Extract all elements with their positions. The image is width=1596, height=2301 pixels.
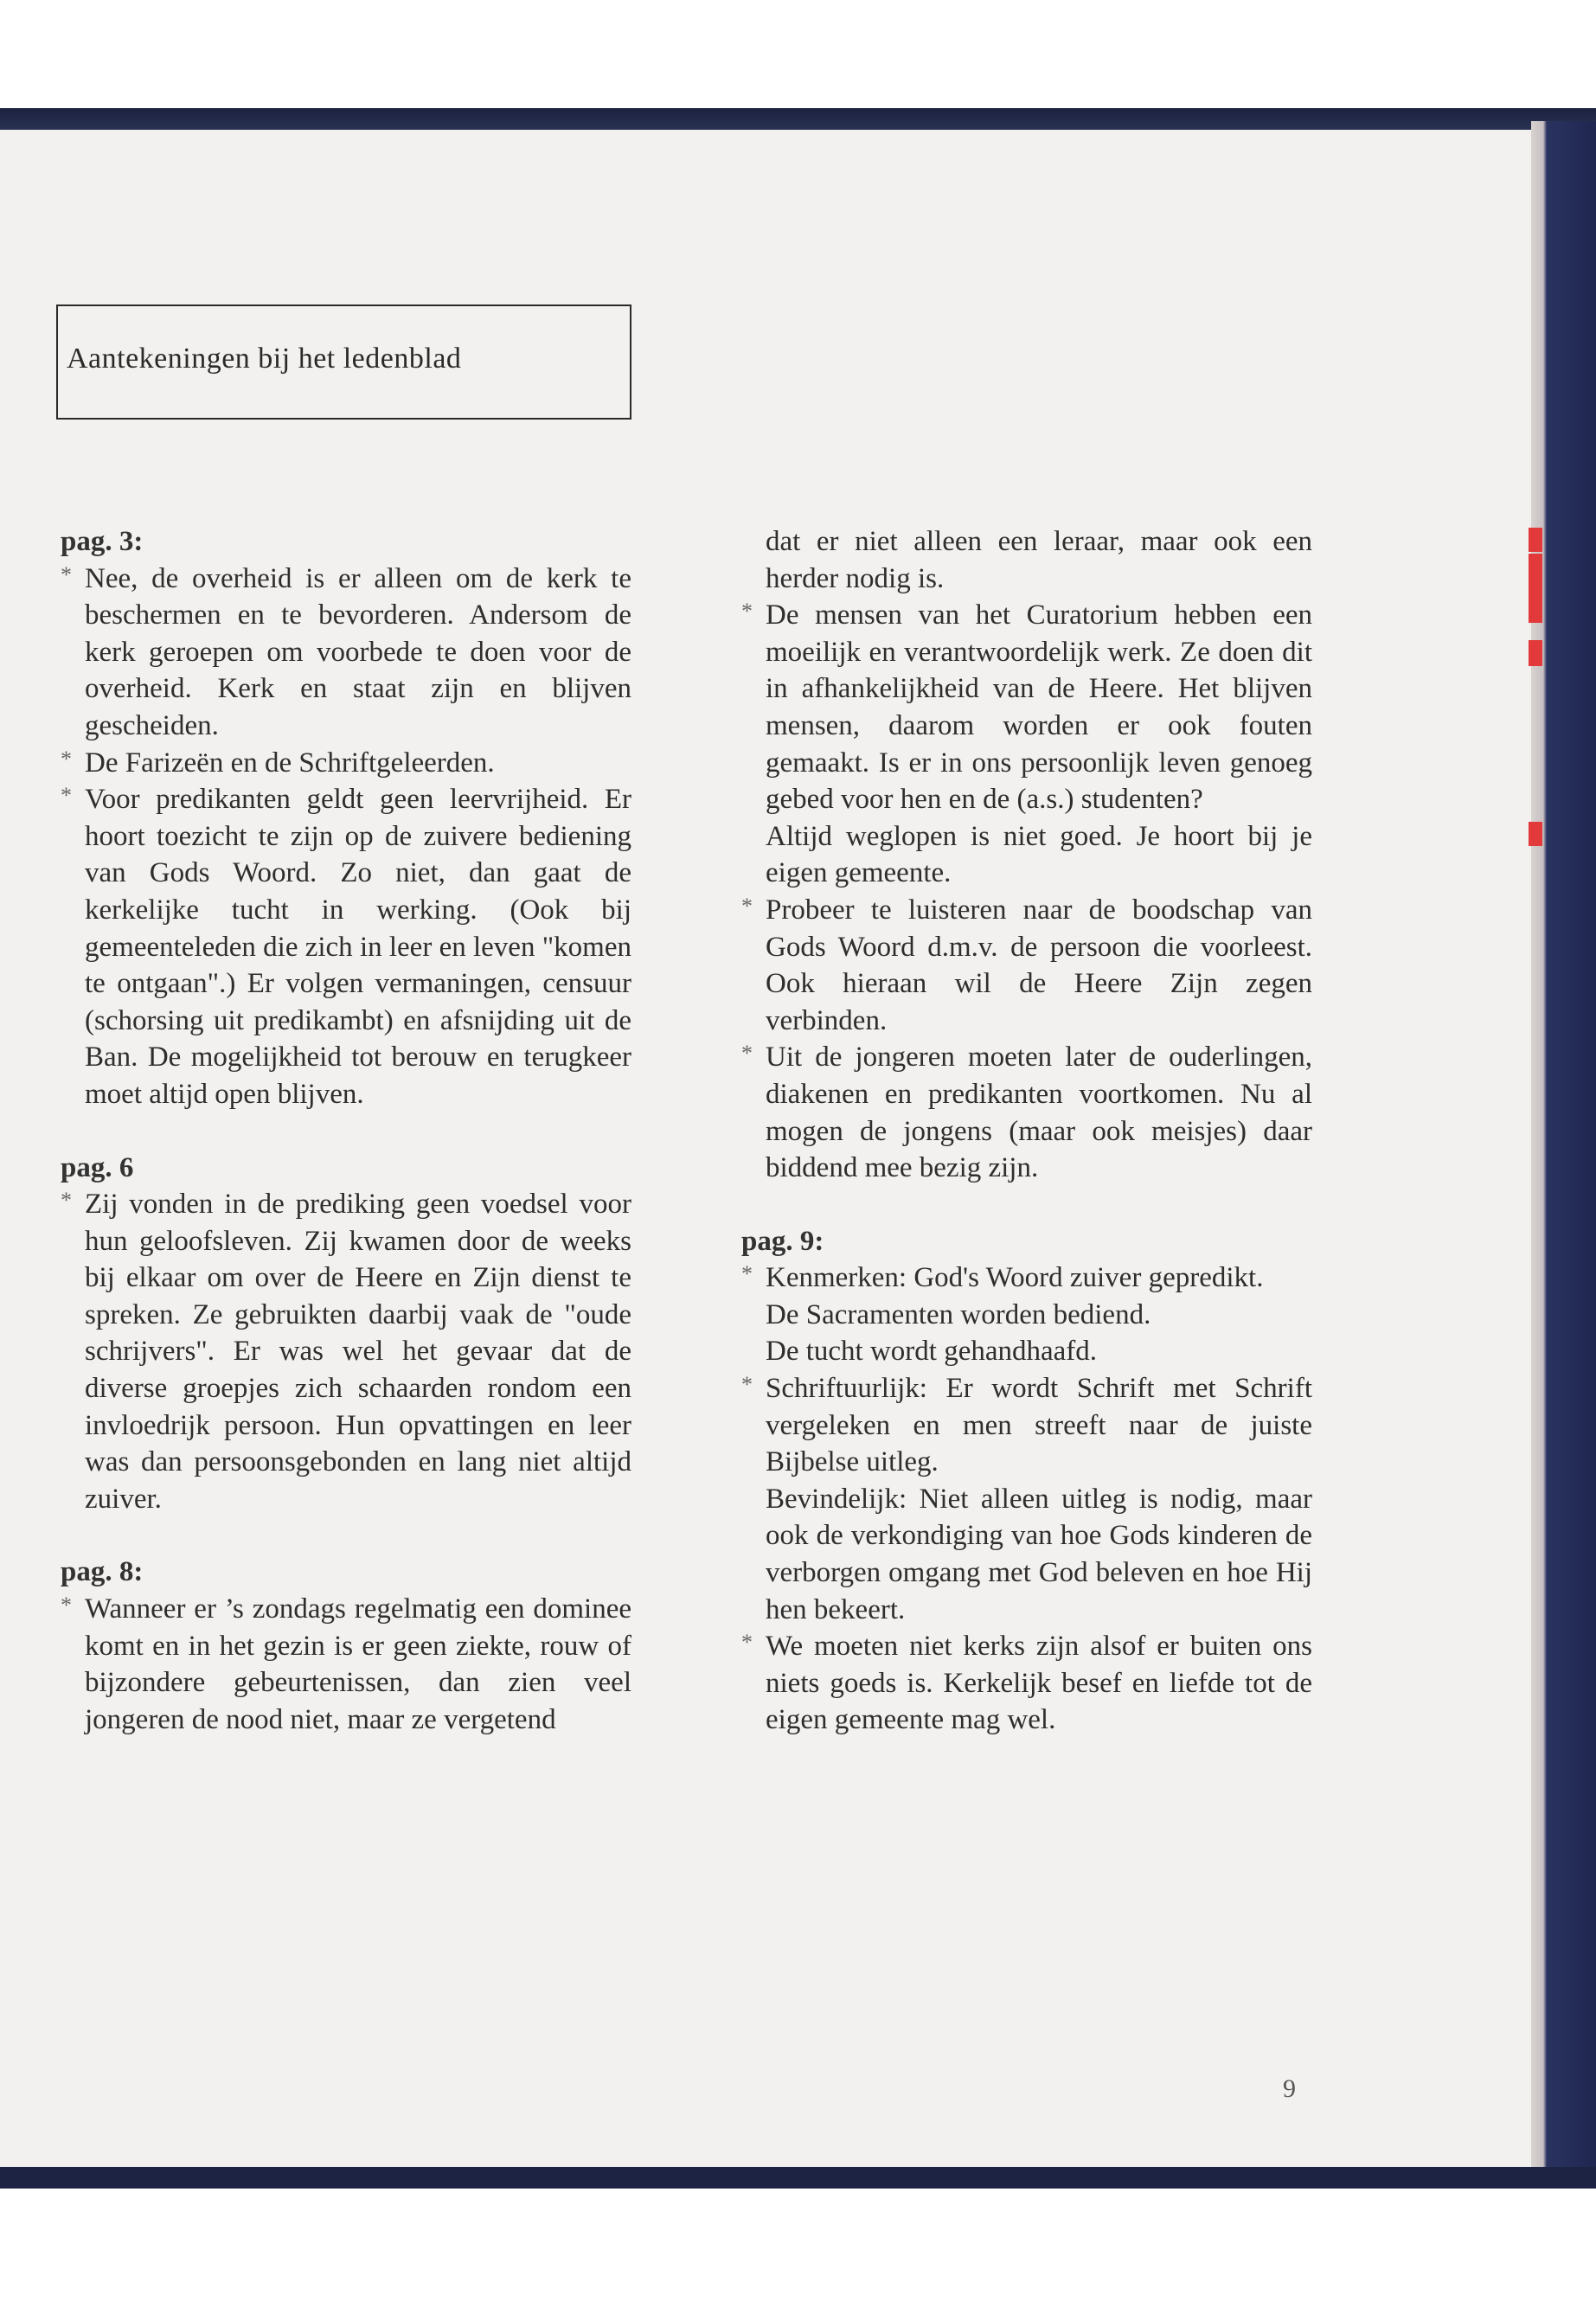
index-tab bbox=[1529, 822, 1542, 846]
answer-item bbox=[61, 781, 631, 1112]
bullet-icon: * bbox=[61, 1593, 72, 1618]
section-heading-pag6: pag. 6 bbox=[61, 1151, 134, 1183]
bullet-icon: * bbox=[741, 1041, 753, 1067]
answer-continuation: De tucht wordt gehandhaafd. bbox=[766, 1336, 1098, 1368]
bullet-icon: * bbox=[741, 1372, 753, 1398]
bullet-icon: * bbox=[61, 561, 72, 587]
answer-continuation: Altijd weglopen is niet goed. Je hoort bij je eigen gemeente. bbox=[766, 820, 1312, 889]
answer-item bbox=[61, 1186, 631, 1517]
answer-item bbox=[741, 1039, 1312, 1186]
answer-text: Schriftuurlijk: Er wordt Schrift met Schrift vergeleken en men streeft naar de juiste Bijbelse uitleg. bbox=[766, 1373, 1312, 1478]
answer-text: Nee, de overheid is er alleen om de kerk te beschermen en te bevorderen. Andersom de kerk geroepen om voorbede te doen voor de overheid. Kerk en staat zijn en blijven gescheiden. bbox=[85, 562, 631, 741]
answer-text: Zij vonden in de prediking geen voedsel voor hun geloofsleven. Zij kwamen door de weeks bij elkaar om over de Heere en Zijn dienst te spreken. Ze gebruikten daarbij vaak de "oude schrijvers". Er was wel het gevaar dat de diverse groepjes zich schaarden rondom een invloedrijk persoon. Hun opvattingen en leer was dan persoonsgebonden en lang niet altijd zuiver. bbox=[85, 1189, 631, 1515]
answer-continuation: dat er niet alleen een leraar, maar ook een herder nodig is. bbox=[766, 526, 1312, 594]
answer-item bbox=[741, 1370, 1312, 1481]
section-heading-pag3: pag. 3: bbox=[61, 526, 144, 557]
answer-text: De mensen van het Curatorium hebben een moeilijk en verantwoordelijk werk. Ze doen dit in afhankelijkheid van de Heere. Het blijven mensen, daarom worden er ook fouten gemaakt. Is er in ons persoonlijk leven genoeg gebed voor hen en de (a.s.) studenten? bbox=[766, 599, 1312, 816]
answer-item bbox=[61, 745, 631, 782]
bullet-icon: * bbox=[741, 1261, 753, 1287]
answer-item bbox=[741, 892, 1312, 1039]
index-tab bbox=[1529, 528, 1542, 552]
bullet-icon: * bbox=[61, 746, 72, 772]
page-title: Aantekeningen bij het ledenblad bbox=[67, 343, 462, 375]
answer-text: Probeer te luisteren naar de boodschap van Gods Woord d.m.v. de persoon die voorleest. Ook hieraan wil de Heere Zijn zegen verbinden. bbox=[766, 894, 1312, 1036]
answer-text: Voor predikanten geldt geen leervrijheid. Er hoort toezicht te zijn op de zuivere bediening van Gods Woord. Zo niet, dan gaat de kerkelijke tucht in werking. (Ook bij gemeenteleden die zich in leer en leven "komen te ontgaan".) Er volgen vermaningen, censuur (schorsing uit predikambt) en afsnijding uit de Ban. De mogelijkheid tot berouw en terugkeer moet altijd open blijven. bbox=[85, 784, 631, 1110]
bullet-icon: * bbox=[61, 783, 72, 809]
page-number: 9 bbox=[1283, 2074, 1296, 2103]
section-heading-pag8: pag. 8: bbox=[61, 1556, 144, 1588]
bullet-icon: * bbox=[741, 893, 753, 919]
scan-border-bottom bbox=[0, 2167, 1596, 2189]
answer-text: Uit de jongeren moeten later de ouderlingen, diakenen en predikanten voortkomen. Nu al mogen de jongens (maar ook meisjes) daar biddend mee bezig zijn. bbox=[766, 1042, 1312, 1184]
answer-item bbox=[61, 561, 631, 745]
header-box bbox=[56, 304, 631, 420]
bullet-icon: * bbox=[61, 1188, 72, 1214]
answer-text: De Farizeën en de Schriftgeleerden. bbox=[85, 747, 495, 779]
index-tab bbox=[1529, 640, 1542, 666]
section-heading-pag9: pag. 9: bbox=[741, 1225, 824, 1257]
answer-continuation: De Sacramenten worden bediend. bbox=[766, 1298, 1151, 1330]
answer-text: We moeten niet kerks zijn alsof er buiten ons niets goeds is. Kerkelijk besef en liefde tot de eigen gemeente mag wel. bbox=[766, 1631, 1312, 1736]
answer-text: Kenmerken: God's Woord zuiver gepredikt. bbox=[766, 1262, 1264, 1294]
answer-text: Wanneer er ’s zondags regelmatig een dominee komt en in het gezin is er geen ziekte, rouw of bijzondere gebeurtenissen, dan zien veel jongeren de nood niet, maar ze vergetend bbox=[85, 1593, 631, 1735]
answer-item bbox=[61, 1591, 631, 1738]
index-tab bbox=[1529, 554, 1542, 623]
bullet-icon: * bbox=[741, 1630, 753, 1656]
right-column bbox=[741, 523, 1312, 1739]
bullet-icon: * bbox=[741, 599, 753, 625]
answer-item bbox=[741, 1259, 1312, 1297]
answer-item bbox=[741, 1628, 1312, 1739]
answer-continuation: Bevindelijk: Niet alleen uitleg is nodig, maar ook de verkondiging van hoe Gods kinderen de verborgen omgang met God beleven en hoe Hij hen bekeert. bbox=[766, 1483, 1312, 1625]
left-column bbox=[61, 523, 631, 1738]
answer-item bbox=[741, 597, 1312, 818]
book-cover-edge bbox=[1531, 121, 1596, 2180]
